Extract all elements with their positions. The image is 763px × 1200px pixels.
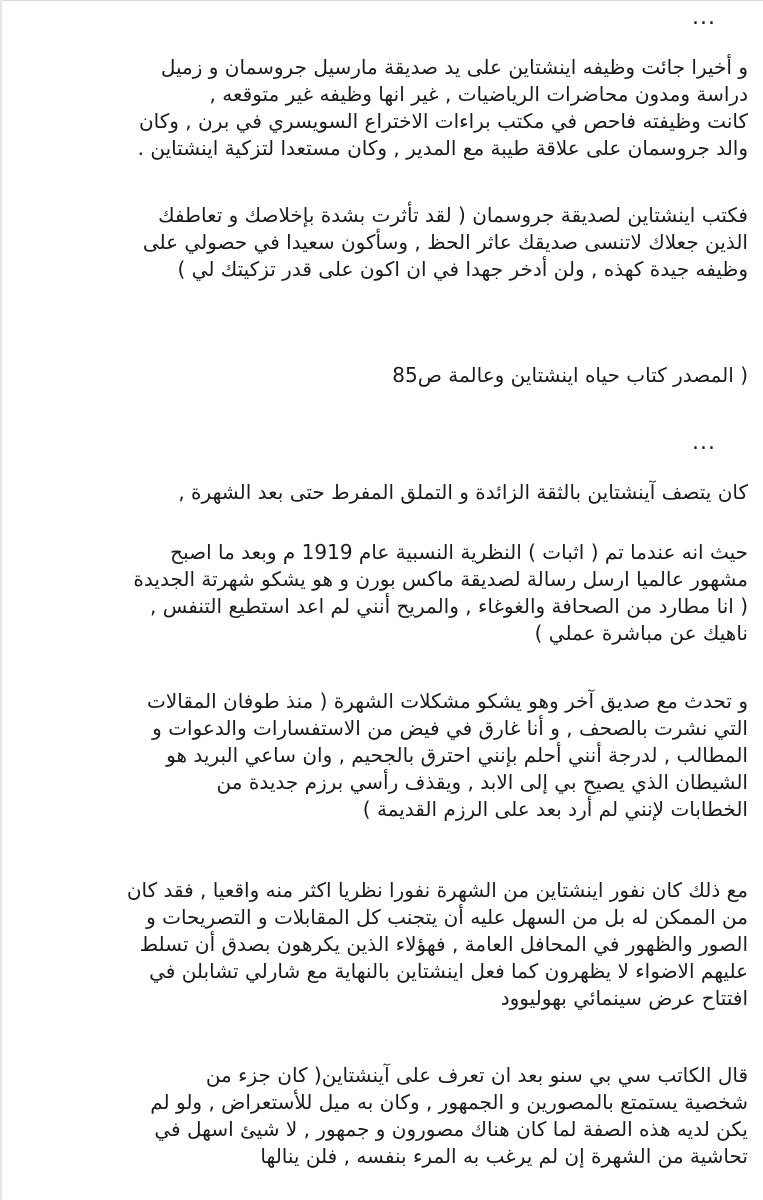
text-line: ( المصدر كتاب حياه اينشتاين وعالمة ص85 — [392, 363, 748, 387]
paragraph — [40, 479, 748, 506]
text-line: دراسة ومدون محاضرات الرياضيات , غير انها وظيفه غير متوقعه , — [209, 82, 748, 106]
text-line: عليهم الاضواء لا يظهرون كما فعل اينشتاين بالنهاية مع شارلي تشابلن في — [149, 959, 748, 983]
text-line: المطالب , لدرجة أنني أحلم بإنني احترق بالجحيم , وان ساعي البريد هو — [166, 743, 748, 767]
left-border — [0, 0, 2, 1200]
text-line: قال الكاتب سي بي سنو بعد ان تعرف على آينشتاين( كان جزء من — [205, 1063, 748, 1087]
text-line: الذين جعلاك لاتنسى صديقك عاثر الحظ , وسأكون سعيدا في حصولي على — [142, 230, 748, 254]
text-line: تحاشية من الشهرة إن لم يرغب به المرء بنفسه , فلن ينالها — [260, 1144, 748, 1168]
section-ellipsis: ... — [692, 5, 716, 30]
text-line: كان يتصف آينشتاين بالثقة الزائدة و التملق المفرط حتى بعد الشهرة , — [178, 480, 748, 504]
section-ellipsis: ... — [692, 430, 716, 455]
paragraph — [40, 202, 748, 283]
paragraph — [40, 362, 748, 389]
text-line: ناهيك عن مباشرة عملي ) — [534, 621, 748, 645]
paragraph — [40, 1062, 748, 1170]
text-line: من الممكن له بل من السهل عليه أن يتجنب كل المقابلات و التصريحات و — [146, 905, 748, 929]
text-line: يكن لديه هذه الصفة لما كان هناك مصورون و جمهور , لا شيئ اسهل في — [154, 1117, 748, 1141]
text-line: فكتب اينشتاين لصديقة جروسمان ( لقد تأثرت بشدة بإخلاصك و تعاطفك — [158, 203, 748, 227]
text-line: وظيفه جيدة كهذه , ولن أدخر جهدا في ان اكون على قدر تزكيتك لي ) — [177, 257, 748, 281]
text-line: و أخيرا جائت وظيفه اينشتاين على يد صديقة مارسيل جروسمان و زميل — [160, 55, 748, 79]
paragraph — [40, 539, 748, 647]
paragraph — [40, 54, 748, 162]
paragraph — [40, 688, 748, 823]
text-line: والد جروسمان على علاقة طيبة مع المدير , وكان مستعدا لتزكية اينشتاين . — [137, 136, 748, 160]
paragraph — [40, 877, 748, 1012]
text-line: حيث انه عندما تم ( اثبات ) النظرية النسبية عام 1919 م وبعد ما اصبح — [170, 540, 748, 564]
text-line: شخصية يستمتع بالمصورين و الجمهور , وكان به ميل للأستعراض , ولو لم — [150, 1090, 748, 1114]
top-divider — [0, 0, 763, 1]
text-line: التي نشرت بالصحف , و أنا غارق في فيض من الاستفسارات والدعوات و — [152, 716, 748, 740]
text-line: و تحدث مع صديق آخر وهو يشكو مشكلات الشهرة ( منذ طوفان المقالات — [147, 689, 748, 713]
text-line: مشهور عالميا ارسل رسالة لصديقة ماكس بورن و هو يشكو شهرتة الجديدة — [133, 567, 748, 591]
text-line: ( انا مطارد من الصحافة والغوغاء , والمريح أنني لم اعد استطيع التنفس , — [150, 594, 748, 618]
text-line: كانت وظيفته فاحص في مكتب براءات الاختراع السويسري في برن , وكان — [138, 109, 748, 133]
text-line: مع ذلك كان نفور اينشتاين من الشهرة نفورا نظريا اكثر منه واقعيا , فقد كان — [126, 878, 748, 902]
text-line: الخطابات لإنني لم أرد بعد على الرزم القديمة ) — [362, 797, 748, 821]
text-line: افتتاح عرض سينمائي بهوليوود — [500, 986, 748, 1010]
text-line: الصور والظهور في المحافل العامة , فهؤلاء الذين يكرهون بصدق أن تسلط — [139, 932, 748, 956]
text-line: الشيطان الذي يصيح بي إلى الابد , ويقذف رأسي برزم جديدة من — [216, 770, 748, 794]
